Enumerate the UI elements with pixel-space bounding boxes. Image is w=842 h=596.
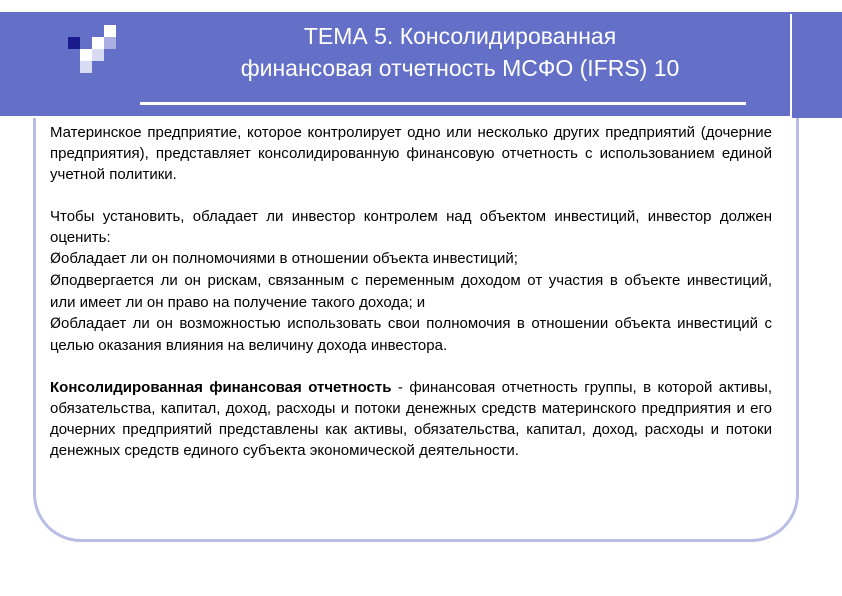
arrow-bullet-icon: Ø: [50, 251, 62, 267]
bullet-text: обладает ли он возможностью использовать свои полномочия в отношении объекта инвестиций с целью оказания влияния на величину дохода инвестора.: [50, 315, 772, 354]
definition-term: Консолидированная финансовая отчетность: [50, 379, 392, 396]
arrow-bullet-icon: Ø: [50, 273, 62, 289]
paragraph-definition: [50, 377, 772, 461]
title-underline: [140, 102, 746, 105]
page-title: [130, 20, 790, 84]
title-line-1: ТЕМА 5. Консолидированная: [303, 23, 617, 49]
content-body: [50, 122, 772, 461]
header-band-right-block: [790, 14, 842, 118]
bullet-text: подвергается ли он рискам, связанным с переменным доходом от участия в объекте инвестиций, или имеет ли он право на получение такого дохода; и: [50, 272, 772, 311]
paragraph-control-intro: Чтобы установить, обладает ли инвестор контролем над объектом инвестиций, инвестор должен оценить:: [50, 208, 772, 246]
checkmark-squares-logo-icon: [68, 25, 128, 71]
bullet-text: обладает ли он полномочиями в отношении объекта инвестиций;: [61, 250, 518, 267]
paragraph-parent-company: Материнское предприятие, которое контролирует одно или несколько других предприятий (дочерние предприятия), представляет консолидированную финансовую отчетность с использованием единой учетной политики.: [50, 124, 772, 183]
bullet-item-2: [50, 270, 772, 313]
bullet-item-1: [50, 248, 772, 270]
definition-text: - финансовая отчетность группы, в которой активы, обязательства, капитал, доход, расходы и потоки денежных средств материнского предприятия и его дочерних предприятий представлены как активы, обязательства, капитал, доход, расходы и потоки денежных средств единого субъекта экономической деятельности.: [50, 379, 772, 459]
title-line-2: финансовая отчетность МСФО (IFRS) 10: [240, 55, 680, 81]
bullet-item-3: [50, 313, 772, 356]
arrow-bullet-icon: Ø: [50, 316, 62, 332]
